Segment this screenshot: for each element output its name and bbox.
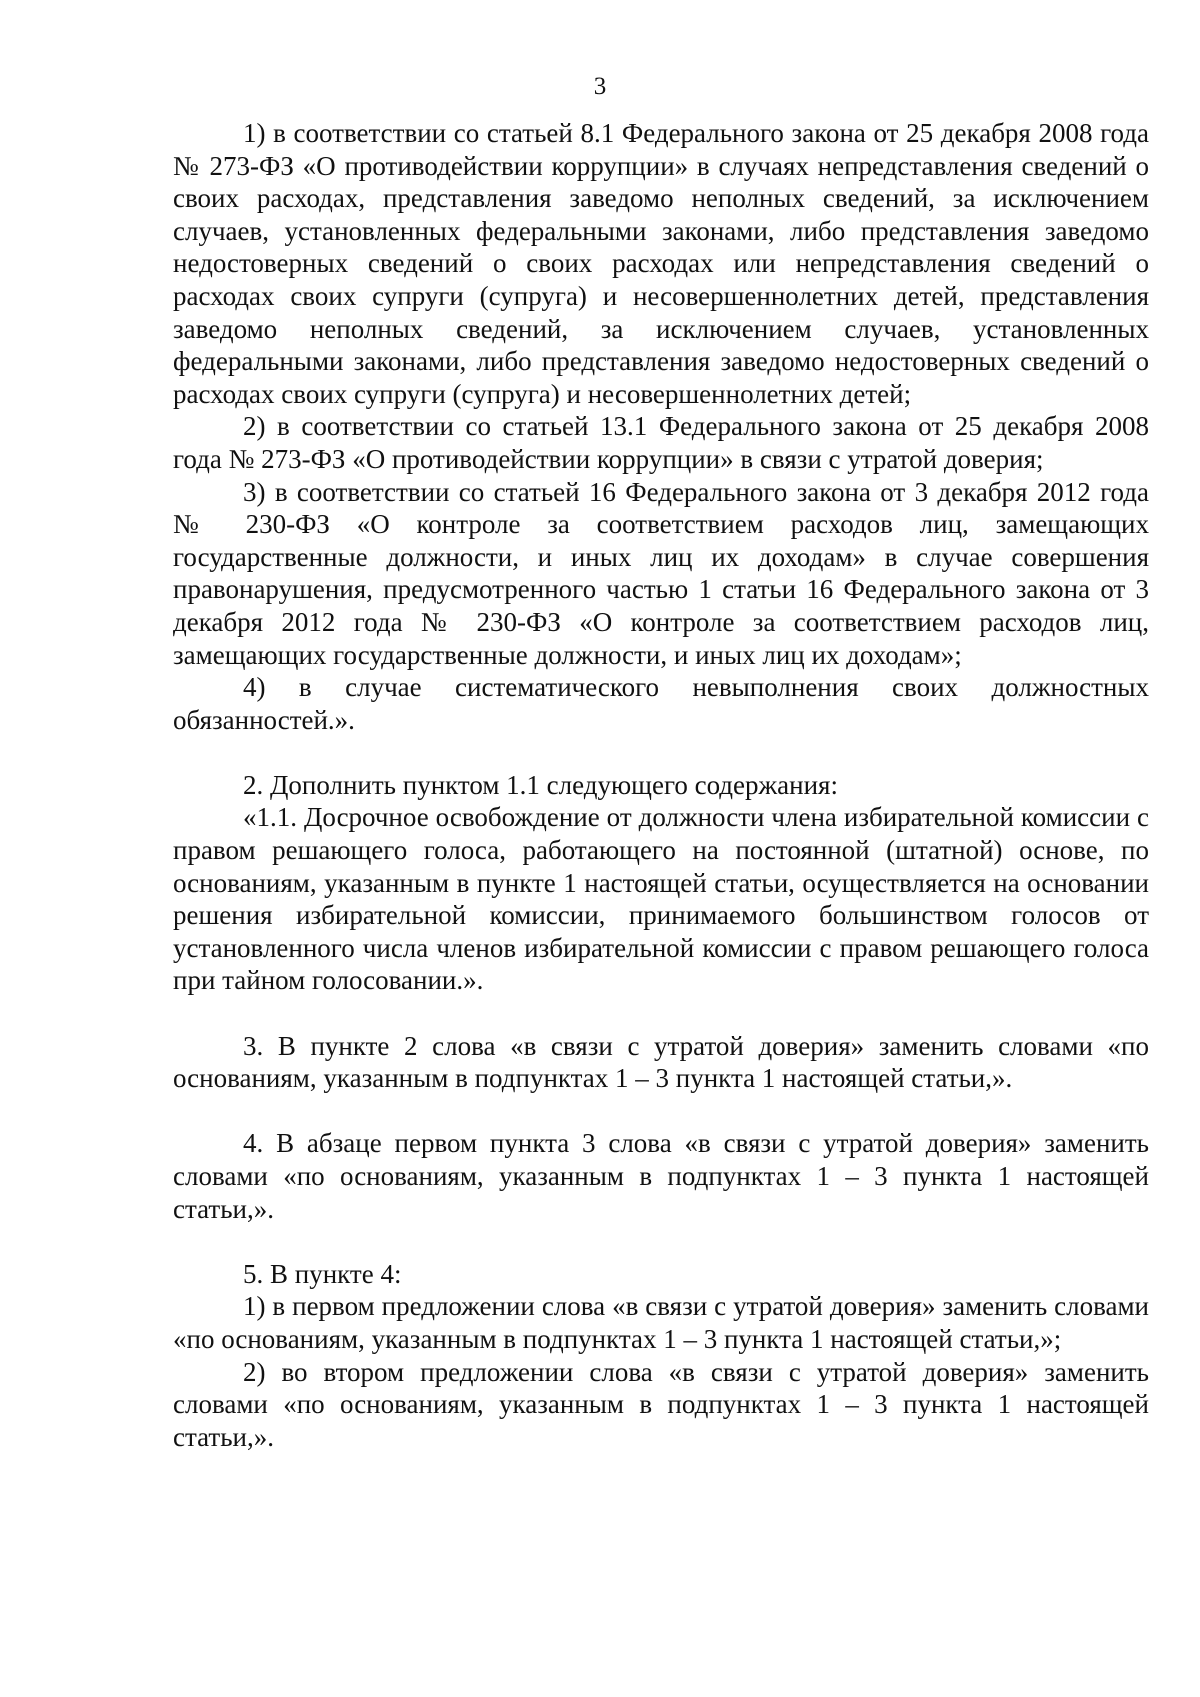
paragraph-item-5: 5. В пункте 4:: [243, 1258, 402, 1289]
paragraph-subitem-1: 1) в соответствии со статьей 8.1 Федерального закона от 25 декабря 2008 года № 273-ФЗ «О противодействии коррупции» в случаях непредставления сведений о своих расходах, представления заведомо неполных сведений, за исключением случаев, установленных федеральными законами, либо представления заведомо недостоверных сведений о своих расходах или непредставления сведений о расходах своих супруги (супруга) и несовершеннолетних детей, представления заведомо неполных сведений, за исключением случаев, установленных федеральными законами, либо представления заведомо недостоверных сведений о расходах своих супруги (супруга) и несовершеннолетних детей;: [173, 118, 1149, 409]
paragraph-item-5-subitem-1: 1) в первом предложении слова «в связи с утратой доверия» заменить словами «по основаниям, указанным в подпунктах 1 – 3 пункта 1 настоящей статьи,»;: [173, 1291, 1149, 1354]
paragraph-item-2: 2. Дополнить пунктом 1.1 следующего содержания:: [243, 769, 838, 800]
paragraph-item-2-content: «1.1. Досрочное освобождение от должности члена избирательной комиссии с правом решающего голоса, работающего на постоянной (штатной) основе, по основаниям, указанным в пункте 1 настоящей статьи, осуществляется на основании решения избирательной комиссии, принимаемого большинством голосов от установленного числа членов избирательной комиссии с правом решающего голоса при тайном голосовании.».: [173, 802, 1149, 996]
paragraph-subitem-3: 3) в соответствии со статьей 16 Федерального закона от 3 декабря 2012 года № 230-ФЗ «О контроле за соответствием расходов лиц, замещающих государственные должности, и иных лиц их доходам» в случае совершения правонарушения, предусмотренного частью 1 статьи 16 Федерального закона от 3 декабря 2012 года № 230-ФЗ «О контроле за соответствием расходов лиц, замещающих государственные должности, и иных лиц их доходам»;: [173, 476, 1149, 670]
paragraph-subitem-4: 4) в случае систематического невыполнения своих должностных обязанностей.».: [173, 672, 1149, 735]
paragraph-item-3: 3. В пункте 2 слова «в связи с утратой доверия» заменить словами «по основаниям, указанным в подпунктах 1 – 3 пункта 1 настоящей статьи,».: [173, 1030, 1149, 1094]
paragraph-subitem-2: 2) в соответствии со статьей 13.1 Федерального закона от 25 декабря 2008 года № 273-ФЗ «О противодействии коррупции» в связи с утратой доверия;: [173, 411, 1149, 474]
paragraph-item-5-subitem-2: 2) во втором предложении слова «в связи с утратой доверия» заменить словами «по основаниям, указанным в подпунктах 1 – 3 пункта 1 настоящей статьи,».: [173, 1356, 1149, 1452]
paragraph-item-4: 4. В абзаце первом пункта 3 слова «в связи с утратой доверия» заменить словами «по основаниям, указанным в подпунктах 1 – 3 пункта 1 настоящей статьи,».: [173, 1128, 1149, 1224]
page-number: 3: [593, 73, 607, 100]
document-body: [173, 117, 1149, 1453]
